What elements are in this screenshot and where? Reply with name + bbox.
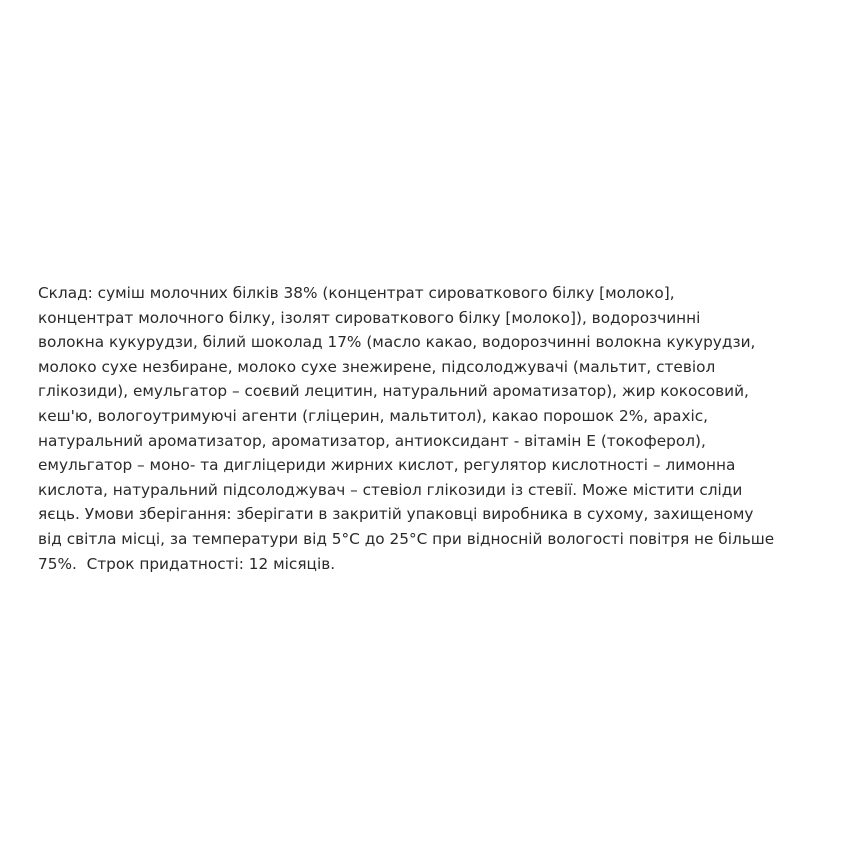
text-line: молоко сухе незбиране, молоко сухе знежирене, підсолоджувачі (мальтит, стевіол	[38, 357, 716, 376]
text-line: глікозиди), емульгатор – соєвий лецитин, натуральний ароматизатор), жир кокосовий,	[38, 382, 749, 401]
text-line: 75%. Строк придатності: 12 місяців.	[38, 554, 336, 573]
text-line: натуральний ароматизатор, ароматизатор, антиоксидант - вітамін Е (токоферол),	[38, 431, 706, 450]
text-line: волокна кукурудзи, білий шоколад 17% (масло какао, водорозчинні волокна кукурудзи,	[38, 333, 756, 352]
text-line: яєць. Умови зберігання: зберігати в закритій упаковці виробника в сухому, захищеному	[38, 505, 754, 524]
text-line: концентрат молочного білку, ізолят сироваткового білку [молоко]), водорозчинні	[38, 308, 701, 327]
text-line: кислота, натуральний підсолоджувач – стевіол глікозиди із стевії. Може містити сліди	[38, 480, 743, 499]
text-line: емульгатор – моно- та дигліцериди жирних кислот, регулятор кислотності – лимонна	[38, 456, 736, 475]
product-composition-text	[38, 281, 838, 576]
text-line: від світла місці, за температури від 5°C до 25°C при відносній вологості повітря не більше	[38, 529, 775, 548]
text-line: кеш'ю, вологоутримуючі агенти (гліцерин, мальтитол), какао порошок 2%, арахіс,	[38, 406, 709, 425]
text-line: Склад: суміш молочних білків 38% (концентрат сироваткового білку [молоко],	[38, 284, 675, 302]
